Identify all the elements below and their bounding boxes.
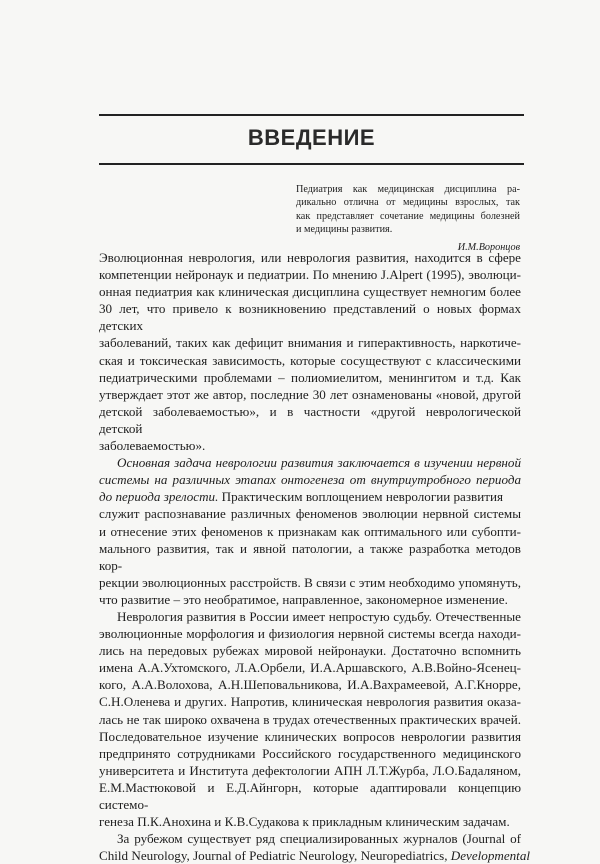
text-line: кого, А.А.Волохова, А.Н.Шеповальникова, И.А.Вахрамеевой, А.Г.Кнорре,: [99, 677, 521, 693]
text-line: С.Н.Оленева и других. Напротив, клиническая неврология развития оказа-: [99, 694, 521, 710]
text-line-mixed: [99, 847, 531, 864]
epigraph-line: как представляет сочетание медицины болезней: [296, 210, 520, 222]
text-line: Эволюционная неврология, или неврология развития, находится в сфере: [99, 250, 521, 265]
text-line: предпринято сотрудниками Российского государственного медицинского: [99, 745, 521, 761]
text-line: компетенции нейронаук и педиатрии. По мнению J.Alpert (1995), эволюци-: [99, 267, 521, 283]
body-text: [99, 249, 531, 864]
epigraph-line: Педиатрия как медицинская дисциплина ра-: [296, 184, 520, 195]
text-line-italic: Основная задача неврологии развития заключается в изучении нервной: [117, 455, 521, 471]
text-line-mixed: [99, 488, 521, 505]
chapter-header-top-rule: [99, 114, 524, 116]
text-line: онная педиатрия как клиническая дисциплина существует немногим более: [99, 284, 521, 300]
paragraph-1: [99, 249, 521, 454]
paragraph-3: [99, 608, 521, 830]
epigraph-author: И.М.Воронцов: [457, 241, 520, 253]
text-line: и отнесение этих феноменов к признакам как оптимального или субопти-: [99, 523, 521, 539]
text-line: педиатрическими проблемами – полиомиелитом, менингитом и т.д. Как: [99, 369, 521, 385]
text-line: заболеваний, таких как дефицит внимания и гиперактивность, наркотиче-: [99, 335, 521, 351]
text-line: заболеваемостью».: [99, 438, 206, 454]
text-line: генеза П.К.Анохина и К.В.Судакова к прикладным клиническим задачам.: [99, 814, 510, 830]
text-line-italic: системы на различных этапах онтогенеза от внутриутробного периода: [99, 472, 521, 488]
chapter-header-bottom-rule: [99, 163, 524, 165]
text-line: эволюционные морфология и физиология нервной системы всегда находи-: [99, 626, 521, 642]
text-line: детской заболеваемостью», и в частности «другой неврологической детской: [99, 403, 521, 436]
text-line: лись на передовых рубежах мировой нейронауки. Достаточно вспомнить: [99, 643, 521, 659]
text-line: За рубежом существует ряд специализированных журналов (Journal of: [117, 831, 521, 847]
text-line: Е.М.Мастюковой и Е.Д.Айнгорн, которые адаптировали концепцию системо-: [99, 779, 521, 812]
text-line: ская и токсическая зависимость, которые сосуществуют с классическими: [99, 352, 521, 368]
regular-run: Практическим воплощением неврологии развития: [218, 489, 503, 505]
italic-run: до периода зрелости.: [99, 489, 219, 505]
text-line: Последовательное изучение клинических вопросов неврологии развития: [99, 728, 521, 744]
epigraph-line: и медицины развития.: [296, 224, 393, 236]
text-line: 30 лет, что привело к возникновению представлений о новых формах детских: [99, 301, 521, 334]
text-line: рекции эволюционных расстройств. В связи с этим необходимо упомянуть,: [99, 574, 521, 590]
text-line: Неврология развития в России имеет непростую судьбу. Отечественные: [117, 608, 521, 624]
epigraph: [296, 183, 520, 254]
text-line: лась не так широко охвачена в трудах отечественных практических врачей.: [99, 711, 521, 727]
text-line: мального развития, так и явной патологии, а также разработка методов кор-: [99, 540, 521, 573]
epigraph-line: дикально отлична от медицины взрослых, так: [296, 197, 520, 209]
paragraph-2: [99, 454, 521, 608]
text-line: университета и Института дефектологии АПН Л.Т.Журба, Л.О.Бадаляном,: [99, 762, 521, 778]
chapter-title: ВВЕДЕНИЕ: [247, 125, 376, 150]
paragraph-4: [99, 830, 531, 864]
regular-run: Child Neurology, Journal of Pediatric Neurology, Neuropediatrics,: [99, 848, 451, 864]
text-line: имена А.А.Ухтомского, Л.А.Орбели, И.А.Аршавского, А.В.Войно-Ясенец-: [99, 660, 521, 676]
italic-run: Developmental: [450, 848, 531, 864]
text-line: служит распознавание различных феноменов эволюции нервной системы: [99, 506, 521, 522]
text-line: утверждает этот же автор, последние 30 лет ознаменованы «новой, другой: [99, 386, 521, 402]
text-line: что развитие – это необратимое, направленное, закономерное изменение.: [99, 591, 508, 607]
